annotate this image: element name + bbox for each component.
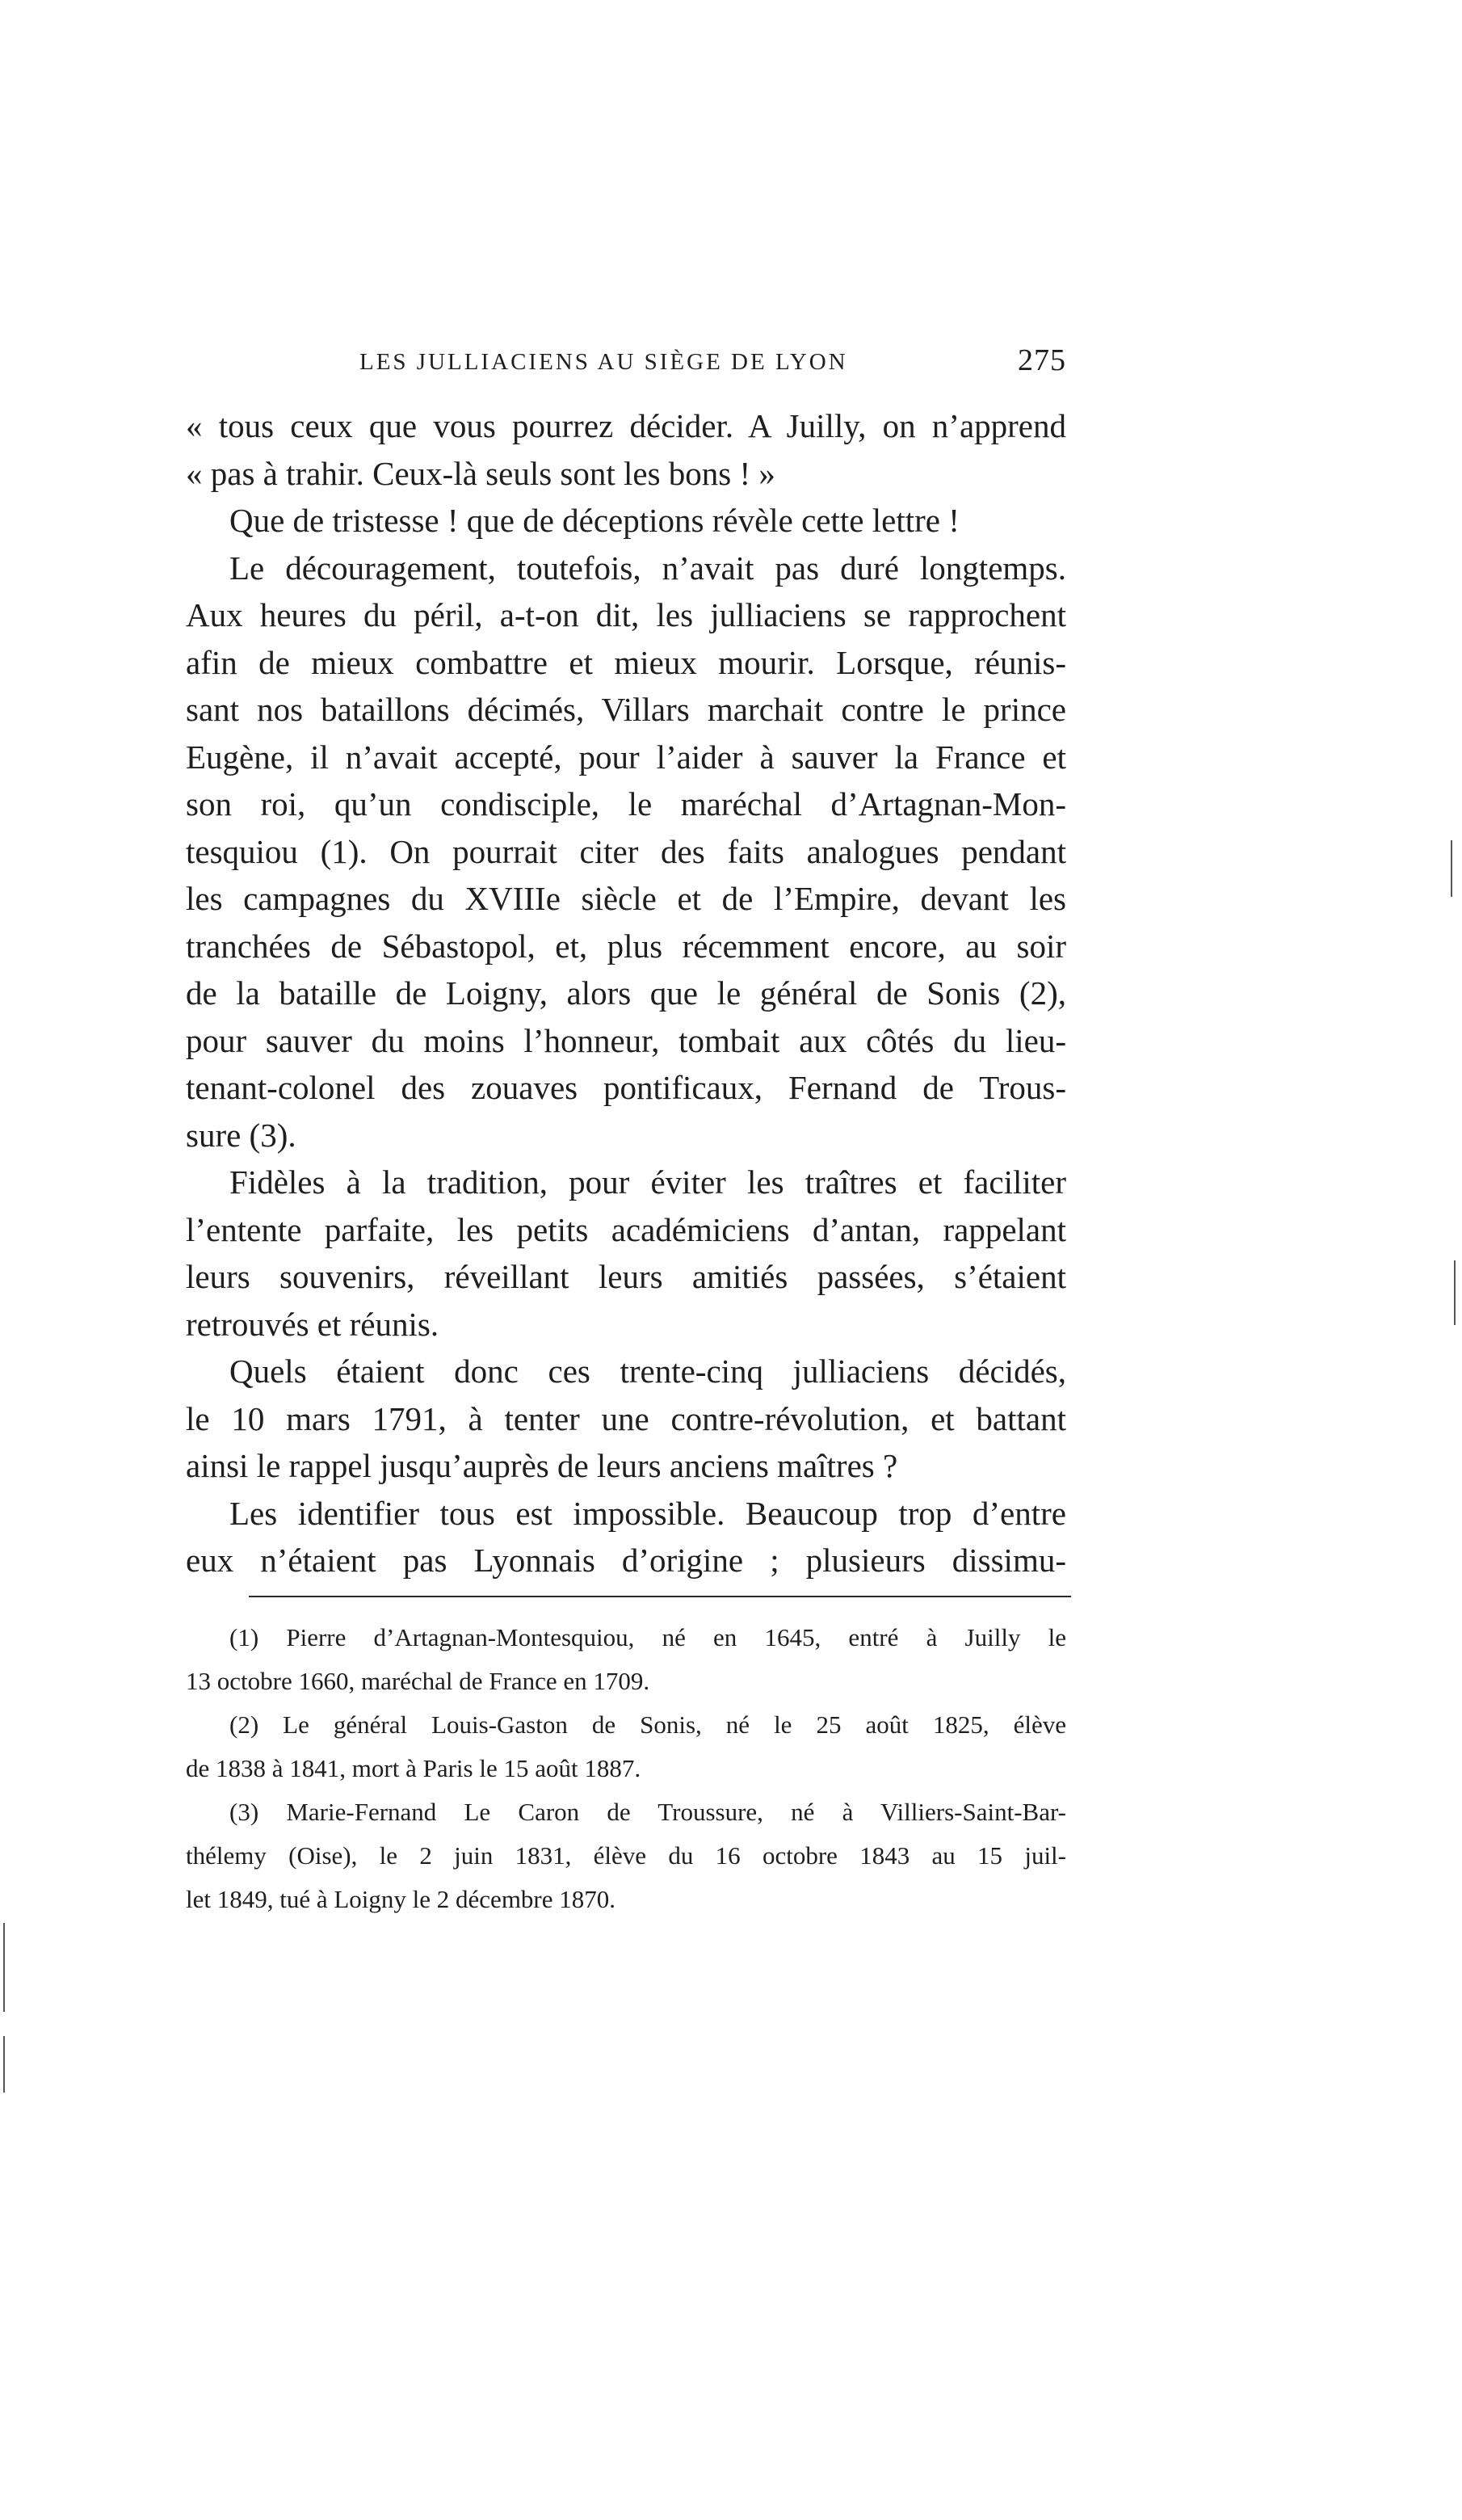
scan-edge-mark [1451, 840, 1452, 897]
body-line: retrouvés et réunis. [186, 1305, 439, 1343]
scan-edge-mark [3, 1923, 5, 2012]
body-line: de la bataille de Loigny, alors que le général de Sonis (2), [186, 974, 1066, 1012]
body-line: « pas à trahir. Ceux-là seuls sont les bons ! » [186, 454, 775, 492]
body-line: tranchées de Sébastopol, et, plus récemment encore, au soir [186, 927, 1066, 965]
body-line: afin de mieux combattre et mieux mourir. Lorsque, réunis- [186, 643, 1066, 681]
footnotes [186, 1616, 1066, 1921]
body-line: eux n’étaient pas Lyonnais d’origine ; plusieurs dissimu- [186, 1542, 1066, 1579]
footnote-line: (3) Marie-Fernand Le Caron de Troussure, né à Villiers-Saint-Bar- [229, 1798, 1066, 1826]
body-line: son roi, qu’un condisciple, le maréchal d’Artagnan-Mon- [186, 785, 1066, 822]
body-line: le 10 mars 1791, à tenter une contre-révolution, et battant [186, 1399, 1066, 1437]
body-line: leurs souvenirs, réveillant leurs amitiés passées, s’étaient [186, 1258, 1066, 1295]
body-line: Quels étaient donc ces trente-cinq julliaciens décidés, [229, 1353, 1066, 1390]
footnote-line: (1) Pierre d’Artagnan-Montesquiou, né en 1645, entré à Juilly le [229, 1623, 1066, 1651]
footnote-line: let 1849, tué à Loigny le 2 décembre 1870. [186, 1885, 616, 1913]
footnote-line: (2) Le général Louis-Gaston de Sonis, né le 25 août 1825, élève [229, 1710, 1066, 1739]
body-text [186, 402, 1066, 1584]
page-number: 275 [1018, 343, 1066, 377]
body-line: ainsi le rappel jusqu’auprès de leurs anciens maîtres ? [186, 1447, 898, 1484]
body-line: Les identifier tous est impossible. Beaucoup trop d’entre [229, 1494, 1066, 1532]
body-line: sant nos bataillons décimés, Villars marchait contre le prince [186, 691, 1066, 728]
body-line: Fidèles à la tradition, pour éviter les traîtres et faciliter [229, 1163, 1066, 1201]
body-line: pour sauver du moins l’honneur, tombait aux côtés du lieu- [186, 1021, 1066, 1059]
scan-edge-mark [1454, 1260, 1456, 1325]
body-line: Le découragement, toutefois, n’avait pas duré longtemps. [229, 549, 1066, 587]
body-line: les campagnes du XVIIIe siècle et de l’Empire, devant les [186, 880, 1066, 917]
body-line: Aux heures du péril, a-t-on dit, les julliaciens se rapprochent [186, 596, 1066, 633]
body-line: Que de tristesse ! que de déceptions révèle cette lettre ! [229, 502, 960, 539]
body-line: tenant-colonel des zouaves pontificaux, Fernand de Trous- [186, 1069, 1066, 1106]
body-line: l’entente parfaite, les petits académiciens d’antan, rappelant [186, 1210, 1066, 1248]
footnote-line: de 1838 à 1841, mort à Paris le 15 août 1887. [186, 1754, 641, 1782]
footnote-line: 13 octobre 1660, maréchal de France en 1709. [186, 1667, 650, 1695]
page-header [186, 343, 1066, 391]
body-line: sure (3). [186, 1116, 296, 1154]
scan-edge-mark [3, 2036, 5, 2093]
running-head: LES JULLIACIENS AU SIÈGE DE LYON [359, 349, 848, 375]
body-line: « tous ceux que vous pourrez décider. A Juilly, on n’apprend [186, 407, 1066, 444]
footnote-line: thélemy (Oise), le 2 juin 1831, élève du 16 octobre 1843 au 15 juil- [186, 1841, 1066, 1870]
body-line: Eugène, il n’avait accepté, pour l’aider à sauver la France et [186, 738, 1066, 776]
body-line: tesquiou (1). On pourrait citer des faits analogues pendant [186, 832, 1066, 870]
footnote-rule [249, 1596, 1071, 1597]
